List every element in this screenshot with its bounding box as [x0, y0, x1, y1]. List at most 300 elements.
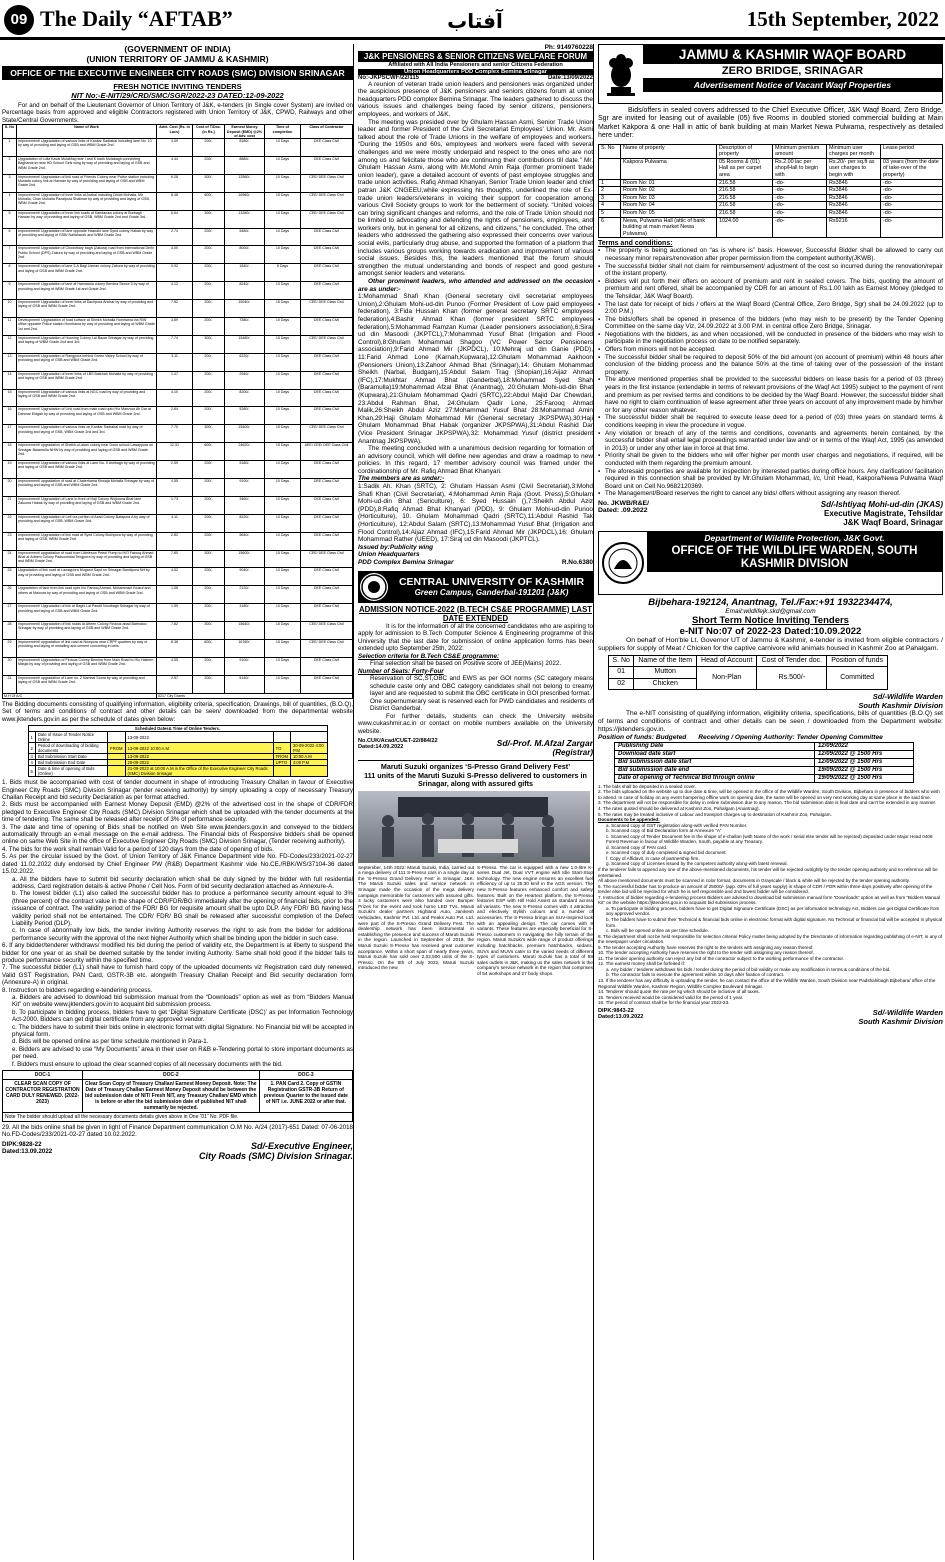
date-label: Date of opening of Technical Bid through online	[615, 774, 815, 782]
wildlife-condition: 14. Tenderer should quote the rate per kg which should be inclusive of all taxes.	[598, 989, 760, 995]
table-cell: 8180/-	[225, 139, 265, 157]
waqf-terms	[598, 247, 943, 498]
table-row	[3, 335, 353, 353]
table-cell: Improvement/ Upgradation of Chowdhary bagh (Zakura) road from International Delhi Public School (DPS) Zakura by way of providing and laying of GSB and WBM Grade 2nd.	[17, 246, 157, 264]
docs-note: Note The bidder should upload all the necessary documents details given above in One “01” No. PDF file.	[3, 1113, 353, 1122]
smc-condition: 6. If any bidder/tenderer withdraws/ modified his bid during the period of validity etc, the Department is at liberty to suspend the bidder for one year or as shall be deemed suitable by the tender inviting Authority. Same shall hold good if the bidder fails to produce performance security within the specified time.	[2, 942, 353, 964]
table-cell: 600/-	[193, 640, 225, 658]
wildlife-sign-a-1: Sd/-Wildlife Warden	[872, 692, 943, 702]
wildlife-para: The e-NIT consisting of qualifying information, eligibility criteria, specifications, bills of quantities (B.O.Q) set of terms and conditions of contract and other details can be seen / downloaded from the Department website: https://jktenders.gov.in.	[598, 710, 943, 734]
date-value: 19/09/2022 @ 1500 Hrs	[814, 774, 913, 782]
table-cell: 10 Days	[265, 353, 301, 371]
gov-line-1: (GOVERNMENT OF INDIA)	[124, 44, 231, 54]
table-cell: 200/-	[193, 514, 225, 532]
schedule-cell	[290, 766, 327, 777]
table-cell: 8.48	[157, 192, 193, 210]
table-cell: 16	[3, 407, 17, 425]
schedule-row	[28, 732, 327, 743]
table-cell: 4.52	[157, 568, 193, 586]
svg-text:آفتاب: آفتاب	[447, 9, 503, 33]
table-cell: 200/-	[193, 604, 225, 622]
table-row	[3, 353, 353, 371]
wildlife-receiving: Receiving / Opening Authority: Tender Opening Committee	[698, 733, 883, 741]
table-cell: 24620/-	[225, 443, 265, 461]
wildlife-nit: e-NIT No:07 of 2022-23 Dated:10.09.2022	[679, 625, 862, 637]
table-cell: 200/-	[193, 568, 225, 586]
waqf-cell: Rs3846	[827, 179, 881, 187]
table-cell: 7.80	[157, 550, 193, 568]
waqf-cell: 216.58	[717, 179, 773, 187]
pensioners-union-hq: Union Headquarters	[358, 551, 420, 559]
table-cell: 15 Days	[265, 425, 301, 443]
table-cell: 0.92	[157, 264, 193, 282]
doc-text: CLEAR SCAN COPY OF CONTRACTOR REGISTRATION CARD DULY RENEWED. (2022-2023)	[3, 1080, 83, 1113]
pensioners-p3-title: Other prominent leaders, who attended and addressed on the occasion are as under:-	[358, 278, 593, 293]
table-cell: 15	[3, 389, 17, 407]
wildlife-conditions	[598, 784, 943, 1006]
works-table	[2, 124, 353, 699]
table-cell: CEE/ DEE Class Civil	[301, 174, 353, 192]
wildlife-condition: 5. The rates may be treated inclusive of Labour and transport charges up to destination of Kashmir Zoo, Pahalgam.	[598, 811, 832, 817]
table-cell: Upgradation of link road at Lawaypora Mugand Sayd on Srinagar Bandipora NH by way of providing and laying of GSB and WBM Grade 2nd.	[17, 568, 157, 586]
waqf-cell: -do-	[881, 194, 943, 202]
smc-sign-1: Sd/-Executive Engineer,	[250, 1140, 353, 1151]
table-cell: 20	[3, 479, 17, 497]
schedule-table	[28, 725, 328, 777]
waqf-cell: Room No: 02	[621, 187, 717, 195]
wildlife-condition: 2. The bids uploaded on the website up to due date & time, will be opened in the office of the Wildlife Warden, South Division, Bijbehara in presence of bidders who wish to attend. In case of holiday on any event hampering offline work on opening date, the same will be opened on very next working day at same place in the said time.	[598, 789, 940, 800]
table-cell: 4.10	[157, 389, 193, 407]
waqf-date: Dated: .09.2022	[598, 506, 648, 514]
table-cell: CEE/ DEE Class Civil	[301, 425, 353, 443]
wildlife-address: Bijbehara-192124, Anantnag, Tel./Fax:+91 1932234474,	[648, 596, 893, 608]
waqf-header-cell: Name of property	[621, 144, 717, 158]
waqf-cell: -do-	[773, 202, 827, 210]
table-row	[599, 202, 943, 210]
table-cell: 25	[3, 568, 17, 586]
waqf-term: ▪ The property is being auctioned on “as is where is” basis. However, Successful Bidder shall be allowed to carry out necessary minor repairs/renovation after proper permission from the competent authority(JKWB).	[598, 247, 943, 262]
waqf-cell: Room No: 04	[621, 202, 717, 210]
page-number: 09	[4, 5, 34, 35]
cuk-sel-title: Selection criteria for B.Tech CS&E programme:	[358, 652, 500, 660]
waqf-ref: No. JKWB/R&E/	[598, 499, 649, 507]
wildlife-condition: 7. Instruction of bidder regarding e-tendering process Bidders are advised to download bid submission manual form “Downloads” option as well as from “Bidders Manual Kit” on the website https://jktenders.gov.in to acquaint bid submission process.	[598, 894, 940, 906]
table-cell: 300/-	[193, 550, 225, 568]
table-cell: DEE Class Civil	[301, 264, 353, 282]
smc-sign-2: City Roads (SMC) Division Srinagar.	[198, 1150, 353, 1161]
table-cell: 8880/-	[225, 157, 265, 175]
pensioners-ref: No:-JKPSCWF/22/115	[358, 74, 420, 81]
waqf-notice: Advertisement Notice of Vacant Waqf Properties	[643, 78, 942, 92]
wildlife-sign-a-2: South Kashmir Division	[858, 701, 943, 711]
table-cell: 12	[3, 335, 17, 353]
table-cell: Improvement/ Upgradation of various links at Lane No. 5 Ashbagh by way of providing and laying of GSB and WBM Grade 2nd.	[17, 461, 157, 479]
smc-last-condition: 29. All the bids online shall be given in light of Finance Department communication O.M No. A/24 (2017)-651 Dated: 07-06-2018 No.FD-Codes/233/2021-02-27 dated 10.02.2022.	[2, 1124, 353, 1139]
table-cell: 27	[3, 604, 17, 622]
table-cell: 4.12	[157, 282, 193, 300]
waqf-cell: -do-	[881, 217, 943, 238]
table-row	[3, 192, 353, 210]
table-cell: 3460/-	[225, 496, 265, 514]
table-row	[599, 194, 943, 202]
table-cell: Improvement/ upgradation of Sheikh-ul-alam colony near Doon school Lawaypora on Srinagar Baramulla NHW by way of providing and laying of GSB and WBM Grade 2nd.	[17, 443, 157, 461]
table-cell: 14	[3, 371, 17, 389]
table-cell: 10 Days	[265, 675, 301, 693]
schedule-cell: Period of downloading of bidding documents	[35, 743, 107, 754]
table-row	[3, 657, 353, 675]
table-cell: 10 Days	[265, 389, 301, 407]
table-row	[599, 179, 943, 187]
table-row	[3, 532, 353, 550]
table-cell: Improvement/ Upgradation of lane opposite Hasnain lane Syed colony Habak by way of providing and laying of GSB/ Nallahwork and WBM Grade 2nd.	[17, 228, 157, 246]
waqf-cell: Room No: 01	[621, 179, 717, 187]
table-cell: 200/-	[193, 371, 225, 389]
works-total-note: 5217 City Grants	[157, 693, 353, 698]
table-cell: 10 Days	[265, 157, 301, 175]
wildlife-condition: 15. Tenders received would be considered valid for the period of 1 year.	[598, 994, 744, 1000]
table-cell: 4	[3, 192, 17, 210]
table-cell: DEE Class Civil	[301, 514, 353, 532]
table-row	[3, 586, 353, 604]
table-cell: 9100/-	[225, 479, 265, 497]
doc-text: Clear Scan Copy of Treasury Challan/ Earnest Money Deposit. Note: The Date of Treasury Challan Earnest Money Deposit should be between the bid submission date of NIT/ Fresh NIT, any Treasury Challan/ EMD which is before or after the bid submission date of published NIT shall summarily be rejected.	[82, 1080, 259, 1113]
table-cell: Improvement/ Upgradation of inner links at Dachpora Anchar by way of providing and laying of GSB and WBM Grade 2nd.	[17, 300, 157, 318]
cuk-date: Dated:14.09.2022	[358, 744, 404, 751]
table-cell: Improvement/ Upgradation of inner link roads at Kahdanaw colony at Burbagh Harwan by way of providing and laying of GSB, WBM Grade 2nd and Grade 3rd.	[17, 210, 157, 228]
smc-condition: 2. Bids must be accompanied with Earnest Money Deposit (EMD) @2% of the advertised cost in the shape of CDR/FDR pledged to Executive Engineer City Roads (SMC) Division Srinagar which shall be uploaded with the tender documents at the time of tendering. The same shall be released after receipt of 3% of performance security.	[2, 801, 353, 824]
date-row	[615, 758, 914, 766]
waqf-header-cell: S. No	[599, 144, 621, 158]
table-cell: Improvement/ upgradation of road from Litteleson Petrol Pump to H/O Farooq Ahmad Bhat at Aribem Colony Padsoohalal Tengpora by way of providing and laying of GSB and WBM Grade 2nd.	[17, 550, 157, 568]
table-cell: 3.69	[157, 318, 193, 336]
schedule-cell	[108, 732, 125, 743]
pensioners-sub-1: Affiliated with All India Pensioners and senior Citizens Federation	[388, 62, 563, 68]
waqf-cell: -do-	[773, 187, 827, 195]
waqf-term: ▪ The aforesaid properties are available for inspection by interested parties during office hours. Any clarification/ facilitation required in this connection shall be provided by Mr.Ghulam Mohammad, I/c, Unit Head, Kakpora/Newa Pulwama Waqf Board unit on Cell No.9682120369.	[598, 468, 943, 491]
waqf-cell: 6	[599, 217, 621, 238]
doc-header: DOC-3	[259, 1071, 352, 1080]
table-cell: Improvement/ Upgradation of inner links of LBS Batshah Mohalla by way of providing and laying of GSB and WBM Grade 2nd.	[17, 371, 157, 389]
table-cell: DEE Class Civil	[301, 657, 353, 675]
schedule-cell: TO	[273, 743, 290, 754]
wildlife-header-cell: Head of Account	[697, 655, 757, 667]
table-cell: 6	[3, 228, 17, 246]
middle-column	[358, 44, 594, 1560]
waqf-header-cell: Minimum premium amount	[773, 144, 827, 158]
smc-office-title: OFFICE OF THE EXECUTIVE ENGINEER CITY ROADS (SMC) DIVISION SRINAGAR	[2, 66, 353, 80]
table-cell: DEE Class Civil	[301, 675, 353, 693]
waqf-cell: Rs3846	[827, 187, 881, 195]
table-cell: Improvement/ Upgradation of inner links at Arabal including Dhobi Mohalla, Mir Mohalla, Chan Mohalla Pazalpora Shalimar by way of providing and laying of GSB, WBM Grade 2nd.	[17, 192, 157, 210]
schedule-cell: 3	[28, 754, 35, 760]
doc-header: DOC-1	[3, 1071, 83, 1080]
table-cell: 4.55	[157, 479, 193, 497]
table-cell: 200/-	[193, 586, 225, 604]
table-cell: 200/-	[193, 479, 225, 497]
table-cell: DEE Class Civil	[301, 532, 353, 550]
schedule-cell: 20-09-2022 4:00 P.M	[290, 743, 327, 754]
table-cell: Improvement/ Upgradation of link road at Syed Colony Buchpora by way of providing and laying of GSB, WBM Grade 2nd.	[17, 532, 157, 550]
cuk-ref: No.CUK/Acad/CUET-22/884/22	[358, 738, 438, 745]
schedule-cell: 20-09-2022	[125, 760, 273, 766]
wildlife-header-cell: S. No	[609, 655, 634, 667]
table-cell: AEE/ CEE/ DEE Class Civil	[301, 443, 353, 461]
waqf-cell: -do-	[881, 202, 943, 210]
table-cell: 1840/-	[225, 264, 265, 282]
schedule-cell	[273, 732, 290, 743]
nit-number: NIT No:-E-NIT/29/CRD/SMC/SGR/2022-23 DATED:12-09-2022	[71, 91, 284, 100]
schedule-cell: Date & time of opening of Bids (Online)	[35, 766, 107, 777]
table-cell: 9	[3, 282, 17, 300]
table-cell: 10 Days	[265, 496, 301, 514]
table-cell: 6220/-	[225, 353, 265, 371]
table-cell: 200/-	[193, 264, 225, 282]
table-cell: 200/-	[193, 246, 225, 264]
waqf-cell: 2	[599, 187, 621, 195]
table-cell: 15 Days	[265, 300, 301, 318]
waqf-term: ▪ The successful bidder shall not claim for reimbursement/ adjustment of the cost so incurred during the renovation/repair of the instant property.	[598, 263, 943, 278]
schedule-cell: 10:00 A.M	[290, 754, 327, 760]
table-row	[3, 300, 353, 318]
table-cell: 5	[3, 210, 17, 228]
wildlife-logo-icon	[599, 532, 647, 594]
table-cell: 600/-	[193, 443, 225, 461]
waqf-intro: Bids/offers in sealed covers addressed to the Chief Executive Officer, J&K Waqf Board, Zero Bridge, Sgr are invited for leasing out of available (05) five Rooms in doubled storied commercial building at Main Market Kakpora & one Hall in attic of bank building at main Market Newa Pulwama, respectively as detailed here under:	[598, 107, 943, 140]
table-cell: 7	[3, 246, 17, 264]
table-cell: 1	[3, 139, 17, 157]
waqf-cell: 216.58	[717, 209, 773, 217]
table-cell: 1.73	[157, 496, 193, 514]
wildlife-header	[598, 531, 943, 595]
issue-date: 15th September, 2022	[746, 7, 939, 31]
table-cell: 1.47	[157, 371, 193, 389]
smc-para2: The Bidding documents consisting of qualifying information, eligibility criteria, specification, Drawings, bill of quantities, (B.O.Q), Set of terms and conditions of contract and other details can be seen/ downloaded from the departmental website www.jktenders.gov.in as per the schedule of dates given below:	[2, 701, 353, 723]
waqf-cell: -do-	[773, 194, 827, 202]
waqf-cell: 4	[599, 202, 621, 210]
wildlife-condition: Documents to be appended:	[598, 817, 660, 823]
item-name: Chicken	[634, 678, 697, 690]
works-header-cell: Time of completion	[265, 125, 301, 139]
table-cell: 4.55	[157, 657, 193, 675]
item-cost: Rs.500/-	[757, 667, 827, 690]
table-cell: 1.06	[157, 586, 193, 604]
table-cell: 2.59	[157, 461, 193, 479]
waqf-cell: Rs3846	[827, 209, 881, 217]
cuk-sign: Sd/-Prof. M.Afzal Zargar	[496, 738, 593, 749]
smc-condition: c. In case of abnormally low bids, the tender inviting Authority reserves the right to ask from the bidder for additional performance security with the approval of the next higher Authority which shall be binding upon the bidder in such case.	[12, 927, 353, 942]
table-cell: Improvement/ Upgradation of Left out portion of Azad Colony Batapora A by way of providing and laying of GSB, WBM Grade 2nd.	[17, 514, 157, 532]
schedule-cell: FROM	[273, 754, 290, 760]
cuk-seats-title: Number of Seats: Forty-Four	[358, 667, 444, 675]
waqf-cell: Rs3846	[827, 194, 881, 202]
cuk-notice: ADMISSION NOTICE-2022 (B.TECH CS&E PROGRAMME) LAST DATE EXTENDED	[358, 604, 593, 623]
pensioners-p5: 1:Sadik Ah. Khan (SRTC), 2: Ghulam Hassan Asmi (Civil Secretariat),3:Mohd Shafi Khan (Civil Secretariat), 4:Mohammad Amin Raja (Govt. Press),5:Ghulam Mohi-ud-din Bhat (Sericulture), 6: Syed Hussain (),7:Sheikh Abdul Aziz (PDD),8:Rafiq Ahmad Bhat Khanyari (PDD), 9: Ghulam Mohi-ud-din Punoo (Horticulture), 10. Ghulam Mohammad Qadri (SRTC),11:Abdul Rashid Tak (Horticulture), 12:Abdul Salam (SRTC),13:Mohammad Yusuf Bhat (Irrigation and Flood Control),14:Aijaz Ahmad (IFC),15:Farid Ahmad Mir (JKPDCL),16: Ghulam Mohammad Rather (UEED), 17:Siraj ud din Masoodi (JKPTCL).	[358, 483, 593, 544]
table-cell: Improvement/ Upgradation of Lane in front of Haji Colony Wujkoora Bhat lane Zakoora Habak by way of providing and laying of GSB and WBM Grade 2nd.	[17, 496, 157, 514]
table-cell: DEE Class Civil	[301, 407, 353, 425]
waqf-cell: 05 Rooms & (01) Hall as per carpet area	[717, 158, 773, 179]
table-cell: 10 Days	[265, 371, 301, 389]
waqf-terms-title: Terms and conditions:	[598, 240, 673, 248]
waqf-term: ▪ The successful bidder shall be required to execute lease deed for a period of (03) three years on standard terms & conditions keeping in view the procedure in vogue.	[598, 414, 943, 429]
table-cell: 15400/-	[225, 425, 265, 443]
table-cell: 200/-	[193, 318, 225, 336]
cuk-seats-1: Reservation of SC,ST,OBC and EWS as per GOI norms (SC category means schedule caste only and OBC category candidates shall not belong to creamy layer and are requested to submit the OBC certificate in GOI prescribed format.	[370, 675, 593, 698]
table-cell: 6.64	[157, 210, 193, 228]
table-cell: DEE Class Civil	[301, 389, 353, 407]
wildlife-dept: Department of Wildlife Protection, J&K Govt.	[647, 532, 942, 544]
date-value: 12/09/2022 @ 1500 Hrs	[814, 758, 913, 766]
schedule-cell: 13-09-2022 10:00 A.M	[125, 743, 273, 754]
table-cell: 8.38	[157, 640, 193, 658]
wildlife-condition: b. Scanned copy of Bid Declaration form at Annexure “A”	[606, 828, 722, 834]
table-cell: 10 Days	[265, 318, 301, 336]
smc-tender-notice	[2, 44, 354, 1560]
table-cell: 200/-	[193, 675, 225, 693]
table-cell: 300/-	[193, 622, 225, 640]
table-cell: 9040/-	[225, 568, 265, 586]
smc-condition: c. The bidders have to submit their bids online in electronic format with digital Signature. No Financial bid will be accepted in physical form.	[12, 1023, 353, 1039]
table-cell: DEE Class Civil	[301, 479, 353, 497]
wildlife-condition: 4. The rates quoted should be delivered at Kashmir Zoo, Pahalgam (Anantnag).	[598, 806, 760, 812]
wildlife-condition: a. Scanned copy of GST registration along-with verified PAN Number.	[606, 822, 748, 828]
table-cell: 4.09	[157, 139, 193, 157]
table-cell: 10 Days	[265, 479, 301, 497]
schedule-row	[28, 766, 327, 777]
table-cell: 8220/-	[225, 514, 265, 532]
table-cell: 9100/-	[225, 657, 265, 675]
table-cell: 15640/-	[225, 622, 265, 640]
table-cell: 10 Days	[265, 461, 301, 479]
table-row	[3, 425, 353, 443]
waqf-cell: -do-	[773, 209, 827, 217]
waqf-term: ▪ The above mentioned properties shall be provided to the successful bidders on lease basis for a period of 03 (three) years in the first instance (extendable in terms of relevant provisions of the Waqf Act 1995) subject to the payment of rent and premium as per revised terms and conditions to be decided by the Waqf Board. However, the successful bidder shall have no right to claim continuation of lease agreement after three years on account of any improvement made by him/her or for any other reason whatever.	[598, 376, 943, 414]
waqf-title: JAMMU & KASHMIR WAQF BOARD	[643, 45, 942, 64]
masthead	[0, 0, 945, 40]
wildlife-sign-b-1: Sd/-Wildlife Warden	[872, 1007, 943, 1017]
table-cell: 2940/-	[225, 371, 265, 389]
table-cell: 23	[3, 532, 17, 550]
table-cell: 10 Days	[265, 174, 301, 192]
table-cell: 24	[3, 550, 17, 568]
table-cell: Improvement/ Upgradation of lane at Hamdania colony Bemina Sector 5 by way of providing and laying of WBM Grade 1st and Grade 2nd.	[17, 282, 157, 300]
waqf-cell: -do-	[881, 187, 943, 195]
table-cell: 12560/-	[225, 174, 265, 192]
wildlife-intro: On behalf of Hon'ble Lt. Governor UT of Jammu & Kashmir, e-tender is invited from eligible contractors / suppliers for supply of Meat / Chicken for the captive carnivore wild animals housed in Kashmir Zoo at Pahalgam.	[598, 636, 943, 652]
table-cell: Improvement/ upgradation of Lane no. 2 Nambal Soura by way of providing and laying of GSB and WBM Grade 2nd.	[17, 675, 157, 693]
table-row	[3, 282, 353, 300]
wildlife-condition: If the tenderer fails to append any one of the above-mentioned documents, his tender will be rejected outrightly by the tender opening authority and no reference will be entertained.	[598, 867, 938, 878]
table-cell: 26	[3, 586, 17, 604]
schedule-cell: 1	[28, 732, 35, 743]
table-cell: 2120/-	[225, 586, 265, 604]
table-cell: 200/-	[193, 282, 225, 300]
table-cell: DEE Class Civil	[301, 586, 353, 604]
table-cell: 8200/-	[225, 389, 265, 407]
waqf-term: ▪ The last date for receipt of bids / offers at the Waqf Board (Central Office, Zero Bridge, Sgr) shall be 24.09.2022 (up to 2:00 P.M.)	[598, 301, 943, 316]
smc-condition: 1. Bids must be accompanied with cost of tender document in shape of introducing Treasury Challan in favour of Executive Engineer City Roads (SMC) Division Srinagar (tender receiving authority) by simply uploading a copy of necessary Treasury Challan Receipt and bid security Declaration as per format attached.	[2, 779, 353, 802]
table-row	[3, 210, 353, 228]
wildlife-condition: 6. The successful bidder has to produce an amount of 25000/- (app. 03% of full years supply) in shape of CDR / FDR within three days positively after opening of the tender else bid will be rejected for which he is self responsible and 2nd lowest bidder will be considered.	[598, 883, 933, 895]
table-cell: 10	[3, 300, 17, 318]
waqf-header-cell: Minimum user charges per month	[827, 144, 881, 158]
table-cell: 10 Days	[265, 514, 301, 532]
table-row	[609, 667, 888, 679]
fresh-notice-heading: FRESH NOTICE INVITING TENDERS	[113, 82, 242, 91]
table-cell: 15600/-	[225, 550, 265, 568]
table-cell: CEE/ DEE Class Civil	[301, 640, 353, 658]
waqf-cell: 03 years (from the date of take-over of the property)	[881, 158, 943, 179]
table-cell: 2.64	[157, 407, 193, 425]
waqf-term: ▪ Negotiations with the bidders, as and when occasioned, will be conducted in presence of the bidders who may wish to participate in the negotiation process on date to be notified separately.	[598, 331, 943, 346]
table-cell: 15040/-	[225, 300, 265, 318]
works-header-cell: S. No	[3, 125, 17, 139]
waqf-cell: -do-	[773, 217, 827, 238]
table-row	[3, 318, 353, 336]
waqf-term: ▪ Any violation or breach of any of the terms and conditions, covenants and agreements herein contained, by the successful bidder shall entail legal proceedings warranted under law and/ or in terms of the Waqf Act, 1995 (as amended in 2013) or under any other law in force at that time.	[598, 430, 943, 453]
pensioners-p4: The meeting concluded with a unanimous decision regarding for formation of an advisory council, which will define new agendas and draw a roadmap to new policies. In this regard, 17 member advisory council was framed under the cordinationship of Mr. Rafiq Ahmad Bhat Khanyari.	[358, 445, 593, 475]
wildlife-condition: 13. If the tenderer has any difficulty in uploading the tender, he can contact the office of the Wildlife Warden, South Division near Padshahibagh Bijbehara/ office of the Regional Wildlife Warden, Kashmir Region, Wildlife Complex Boulevard Srinagar.	[598, 977, 936, 989]
table-cell: DEE Class Civil	[301, 282, 353, 300]
maruti-event-photo	[358, 791, 590, 863]
table-cell: 4.11	[157, 514, 193, 532]
date-row	[615, 750, 914, 758]
table-row	[3, 514, 353, 532]
date-value: 12/09/2022	[814, 742, 913, 750]
wildlife-condition: 12. The earnest money shall be forfeited if:	[598, 961, 685, 967]
table-cell: 200/-	[193, 157, 225, 175]
pensioners-rno: R.No.6380	[561, 559, 593, 566]
table-cell: 31	[3, 675, 17, 693]
table-cell: 8000/-	[225, 246, 265, 264]
table-cell: DEE Class Civil	[301, 246, 353, 264]
smc-condition: 7. The successful bidder (L1) shall have to furnish hard copy of the uploaded documents viz Registration card duly renewed, Valid GST Registration, PAN Card, GSTR-3B etc. alongwith Treasury Challan Receipt and Bid security declaration form (Annexure-A) in original.	[2, 964, 353, 987]
table-cell: 29	[3, 640, 17, 658]
wildlife-condition: e. Scanned copy of duly completed & signed bid document.	[606, 850, 727, 856]
table-cell: 13	[3, 353, 17, 371]
schedule-cell	[290, 732, 327, 743]
smc-condition: 3. The date and time of opening of Bids shall be notified on Web Site www.jktenders.gov.in and conveyed to the bidders automatically through an e-mail message on the e-mail address. The Financial bids of Responsive bidders shall be opened online on same Web Site in the office of Executive Engineer City Roads (SMC) Division Srinagar, (Tender receiving authority).	[2, 823, 353, 846]
schedule-cell: Bid Submission End Date	[35, 760, 107, 766]
table-cell: 5640/-	[225, 532, 265, 550]
waqf-cell: 1	[599, 179, 621, 187]
wildlife-condition: 9. The tender accepting Authority have reserves the right to the tenders with assigning any reason thereof.	[598, 944, 814, 950]
table-cell: 13280/-	[225, 210, 265, 228]
table-cell: Improvement/ Upgradation of link at Baghi Lal Pandit Noorbagh Srinagar by way of providing and laying of GSB and WBM Grade 2nd.	[17, 604, 157, 622]
table-cell: DEE Class Civil	[301, 371, 353, 389]
waqf-cell	[599, 158, 621, 179]
documents-table	[2, 1070, 353, 1122]
table-row	[3, 157, 353, 175]
date-label: Download date start	[615, 750, 815, 758]
waqf-header-cell: Description of property	[717, 144, 773, 158]
table-cell: 10 Days	[265, 210, 301, 228]
schedule-cell: 2	[28, 743, 35, 754]
works-header-cell: Advt. Cost (Rs. in Lacs)	[157, 125, 193, 139]
pensioners-sub-2: Union Headquarters PDD Complex Bemina Srinagar	[358, 69, 593, 75]
smc-intro: For and on behalf of the Lieutenant Governor of Union Territory of J&K, e-tenders (in Single cover System) are invited on Percentage basis from approved and eligible Contractors registered with Union Territory of J&K, CPWD, Railways and other State/Central Governments.	[2, 102, 353, 124]
table-cell: 10 Days	[265, 228, 301, 246]
waqf-cell: Rs3846	[827, 202, 881, 210]
schedule-cell: 13-09-2022	[125, 754, 273, 760]
table-row	[3, 371, 353, 389]
table-cell: 10 Days	[265, 282, 301, 300]
table-cell: 10 Days	[265, 139, 301, 157]
table-cell: 200/-	[193, 407, 225, 425]
waqf-cell: 216.58	[717, 202, 773, 210]
item-no: 02	[609, 678, 634, 690]
schedule-cell	[108, 766, 125, 777]
table-cell: 19	[3, 461, 17, 479]
